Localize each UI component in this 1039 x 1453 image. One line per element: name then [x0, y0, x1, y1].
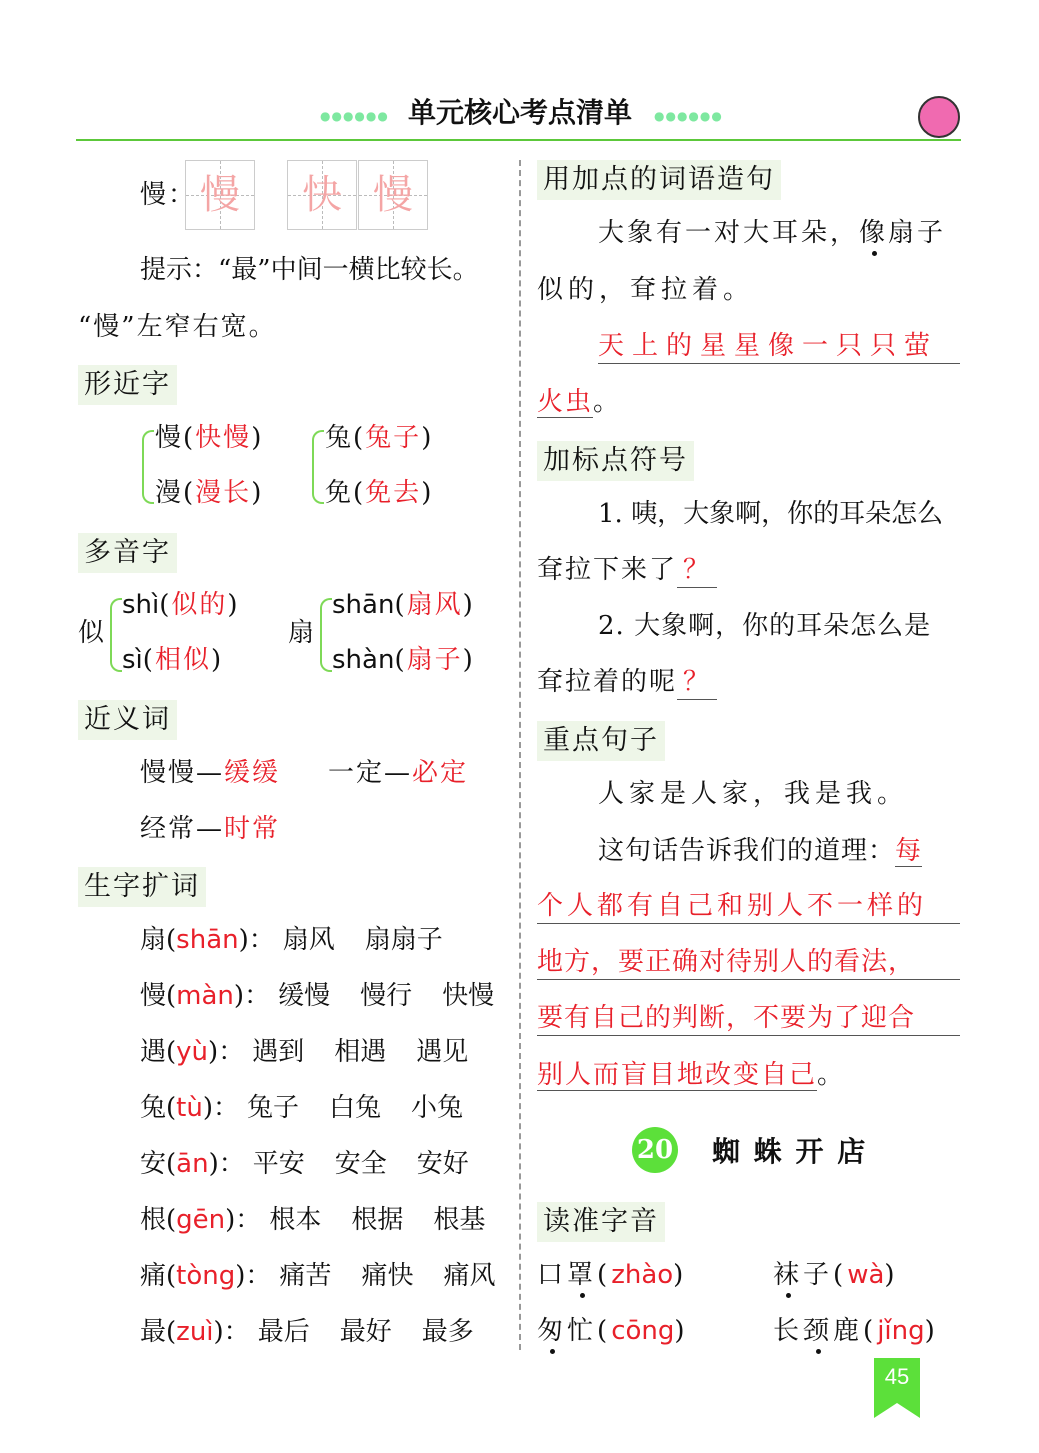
similar-item: 慢(快慢)	[155, 423, 264, 453]
section-heading-polyphone: 多音字	[78, 533, 177, 573]
word-row	[140, 1315, 504, 1349]
lesson-title: 蜘 蛛 开 店	[712, 1135, 868, 1168]
example-line: 似的，耷拉着。	[537, 275, 755, 305]
synonym-item: 一定—必定	[328, 758, 469, 788]
example-line: 大象有一对大耳朵，像扇子	[598, 218, 947, 248]
polyphone-char: 似	[78, 618, 107, 648]
key-answer: 个人都有自己和别人不一样的	[537, 889, 960, 924]
word-item: 最多	[421, 1317, 474, 1347]
writing-box	[358, 160, 428, 230]
writing-box	[185, 160, 255, 230]
polyphone-item: shàn(扇子)	[332, 645, 475, 675]
word-row	[140, 1259, 525, 1293]
word-row	[140, 1203, 515, 1237]
word-item: 慢行	[360, 981, 413, 1011]
brace	[110, 598, 122, 672]
polyphone-char: 扇	[288, 618, 317, 648]
write-label: 慢：	[140, 180, 197, 210]
section-heading-key-sentence: 重点句子	[537, 721, 665, 761]
column-divider	[519, 160, 521, 1350]
key-answer: 地方，要正确对待别人的看法，	[537, 945, 960, 980]
section-heading-punctuation: 加标点符号	[537, 441, 694, 481]
word-item: 根基	[433, 1205, 486, 1235]
section-heading-synonym: 近义词	[78, 700, 177, 740]
read-item: 长颈鹿(jǐng)	[773, 1316, 939, 1346]
word-item: 痛快	[361, 1261, 414, 1291]
brace	[320, 598, 332, 672]
polyphone-item: shì(似的)	[122, 590, 240, 620]
polyphone-item: shān(扇风)	[332, 590, 475, 620]
read-item: 口罩(zhào)	[537, 1260, 688, 1290]
word-row-head: 最(zuì)：	[140, 1317, 250, 1347]
word-row-head: 遇(yù)：	[140, 1037, 245, 1067]
question-line: 耷拉下来了 ？	[537, 553, 717, 588]
key-answer: 要有自己的判断，不要为了迎合	[537, 1001, 960, 1036]
header-rule	[76, 139, 961, 141]
question-line: 2. 大象啊，你的耳朵怎么是	[598, 611, 932, 641]
question-line: 耷拉着的呢 ？	[537, 665, 717, 700]
box-char: 慢	[200, 172, 240, 218]
key-sentence: 人家是人家，我是我。	[598, 779, 909, 809]
word-item: 平安	[252, 1149, 305, 1179]
word-item: 安全	[334, 1149, 387, 1179]
hint-line-2: “慢”左窄右宽。	[78, 312, 277, 342]
word-item: 扇扇子	[364, 925, 443, 955]
answer-line: 火虫。	[537, 387, 622, 417]
similar-item: 免(免去)	[325, 478, 434, 508]
word-row	[140, 1091, 493, 1125]
question-line: 1. 咦，大象啊，你的耳朵怎么	[598, 499, 944, 529]
word-row-head: 扇(shān)：	[140, 925, 275, 955]
word-item: 最后	[257, 1317, 310, 1347]
word-row-head: 慢(màn)：	[140, 981, 271, 1011]
header-dots-left: ●●●●●●	[320, 109, 389, 123]
word-item: 痛苦	[279, 1261, 332, 1291]
word-item: 白兔	[329, 1093, 382, 1123]
word-item: 根据	[351, 1205, 404, 1235]
similar-item: 兔(兔子)	[325, 423, 434, 453]
word-item: 遇见	[416, 1037, 469, 1067]
header-dots-right: ●●●●●●	[654, 109, 723, 123]
word-row	[140, 1035, 498, 1069]
lesson-number-badge: 20	[632, 1127, 678, 1173]
word-item: 根本	[269, 1205, 322, 1235]
box-char: 快	[302, 172, 342, 218]
hint-line-1: 提示：“最”中间一横比较长。	[140, 255, 479, 285]
read-item: 匆忙(cōng)	[537, 1316, 689, 1346]
word-item: 相遇	[334, 1037, 387, 1067]
key-answer: 别人而盲目地改变自己。	[537, 1060, 846, 1090]
word-row	[140, 923, 473, 957]
brace	[142, 430, 154, 504]
word-row-head: 安(ān)：	[140, 1149, 245, 1179]
mascot-icon	[918, 96, 960, 138]
word-item: 最好	[339, 1317, 392, 1347]
word-item: 痛风	[443, 1261, 496, 1291]
header-title: 单元核心考点清单	[408, 96, 633, 129]
synonym-item: 慢慢—缓缓	[140, 758, 281, 788]
word-row	[140, 979, 524, 1013]
brace	[312, 430, 324, 504]
polyphone-item: sì(相似)	[122, 645, 224, 675]
word-item: 小兔	[411, 1093, 464, 1123]
word-row	[140, 1147, 499, 1181]
box-char: 慢	[373, 172, 413, 218]
word-item: 快慢	[442, 981, 495, 1011]
section-heading-sentence: 用加点的词语造句	[537, 160, 781, 200]
writing-box	[287, 160, 357, 230]
word-row-head: 兔(tù)：	[140, 1093, 240, 1123]
section-heading-read: 读准字音	[537, 1202, 665, 1242]
word-item: 安好	[416, 1149, 469, 1179]
read-item: 袜子(wà)	[773, 1260, 899, 1290]
section-heading-words: 生字扩词	[78, 867, 206, 907]
answer-line: 天上的星星像一只只萤	[598, 329, 960, 364]
key-question: 这句话告诉我们的道理：每	[598, 836, 923, 866]
word-item: 兔子	[247, 1093, 300, 1123]
similar-item: 漫(漫长)	[155, 478, 264, 508]
word-item: 缓慢	[278, 981, 331, 1011]
word-item: 扇风	[282, 925, 335, 955]
synonym-item: 经常—时常	[140, 814, 281, 844]
section-heading-similar: 形近字	[78, 365, 177, 405]
word-item: 遇到	[252, 1037, 305, 1067]
page-number: 45	[884, 1364, 910, 1389]
word-row-head: 根(gēn)：	[140, 1205, 262, 1235]
word-row-head: 痛(tòng)：	[140, 1261, 272, 1291]
